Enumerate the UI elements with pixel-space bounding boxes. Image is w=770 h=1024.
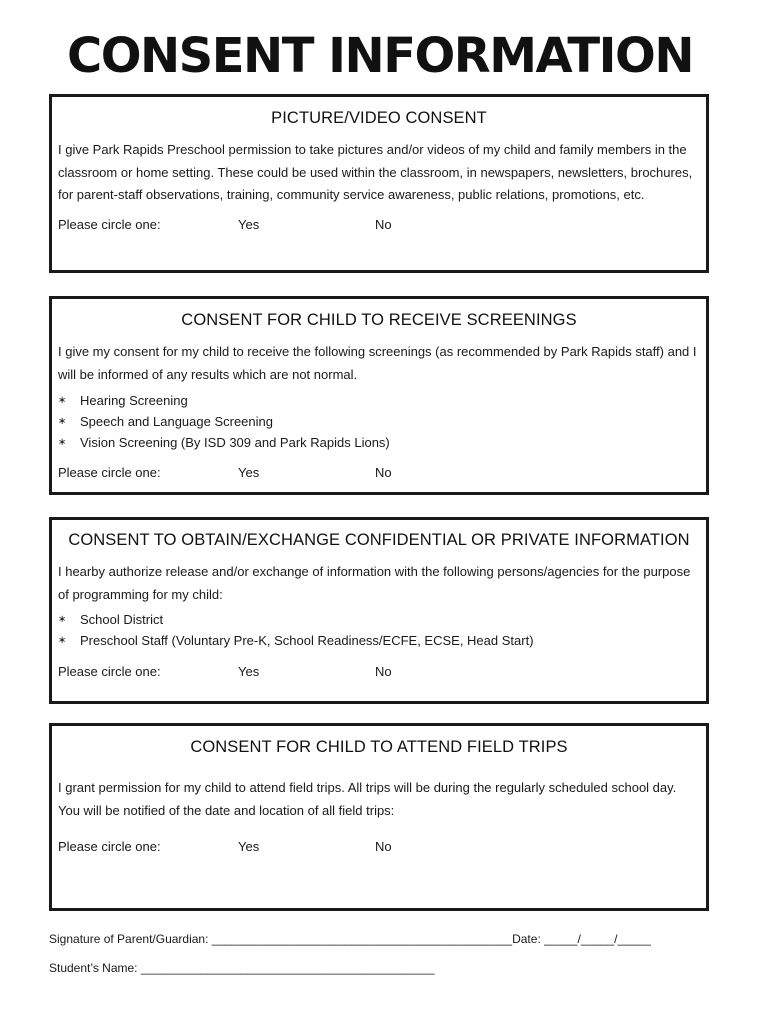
list-item: ∗ Preschool Staff (Voluntary Pre-K, School Readiness/ECFE, ECSE, Head Start) bbox=[58, 630, 700, 651]
parent-signature-line[interactable]: Signature of Parent/Guardian: _____________________________________________Date: _____/_____/_____ bbox=[49, 932, 651, 946]
picture-video-consent-section bbox=[49, 94, 709, 273]
yes-option[interactable]: Yes bbox=[238, 465, 260, 480]
circle-choice-row bbox=[58, 214, 700, 236]
no-option[interactable]: No bbox=[375, 216, 392, 232]
section-text: I give my consent for my child to receive the following screenings (as recommended by Park Rapids staff) and I will be informed of any results which are not normal. bbox=[58, 344, 697, 382]
field-trips-consent-section bbox=[49, 723, 709, 911]
list-item: ∗ Speech and Language Screening bbox=[58, 411, 700, 432]
screening-list bbox=[58, 390, 700, 453]
screenings-consent-section bbox=[49, 296, 709, 495]
agency-list bbox=[58, 609, 700, 651]
yes-option[interactable]: Yes bbox=[238, 664, 260, 679]
yes-option[interactable]: Yes bbox=[238, 839, 260, 854]
section-text: I hearby authorize release and/or exchange of information with the following persons/agencies for the purpose of programming for my child: bbox=[58, 564, 691, 602]
section-heading: CONSENT FOR CHILD TO ATTEND FIELD TRIPS bbox=[190, 738, 568, 756]
section-heading: CONSENT FOR CHILD TO RECEIVE SCREENINGS bbox=[181, 311, 577, 329]
information-exchange-section bbox=[49, 517, 709, 704]
circle-label: Please circle one: bbox=[58, 664, 161, 679]
circle-choice-row bbox=[58, 661, 700, 683]
no-option[interactable]: No bbox=[375, 839, 392, 854]
no-option[interactable]: No bbox=[375, 664, 392, 679]
section-heading: CONSENT TO OBTAIN/EXCHANGE CONFIDENTIAL OR PRIVATE INFORMATION bbox=[68, 531, 690, 549]
circle-choice-row bbox=[58, 836, 700, 858]
section-heading: PICTURE/VIDEO CONSENT bbox=[271, 109, 487, 127]
page-title: CONSENT INFORMATION bbox=[66, 28, 694, 84]
list-item: ∗ Vision Screening (By ISD 309 and Park Rapids Lions) bbox=[58, 432, 700, 453]
list-item: ∗ Hearing Screening bbox=[58, 390, 700, 411]
list-item: ∗ School District bbox=[58, 609, 700, 630]
bullet-icon: ∗ bbox=[58, 437, 67, 448]
student-name-line[interactable]: Student’s Name: ____________________________________________ bbox=[49, 961, 435, 975]
section-text: I give Park Rapids Preschool permission to take pictures and/or videos of my child and family members in the classroom or home setting. These could be used within the classroom, in newspapers, newsletters, brochures, for parent-staff observations, training, community service awareness, public relations, promotions, etc. bbox=[58, 142, 693, 202]
bullet-icon: ∗ bbox=[58, 614, 67, 625]
circle-choice-row bbox=[58, 462, 700, 484]
section-text: I grant permission for my child to attend field trips. All trips will be during the regularly scheduled school day. You will be notified of the date and location of all field trips: bbox=[58, 780, 677, 818]
yes-option[interactable]: Yes bbox=[238, 216, 260, 232]
bullet-icon: ∗ bbox=[58, 416, 67, 427]
bullet-icon: ∗ bbox=[58, 395, 67, 406]
circle-label: Please circle one: bbox=[58, 465, 161, 480]
no-option[interactable]: No bbox=[375, 465, 392, 480]
circle-label: Please circle one: bbox=[58, 216, 161, 232]
bullet-icon: ∗ bbox=[58, 635, 67, 646]
circle-label: Please circle one: bbox=[58, 839, 161, 854]
